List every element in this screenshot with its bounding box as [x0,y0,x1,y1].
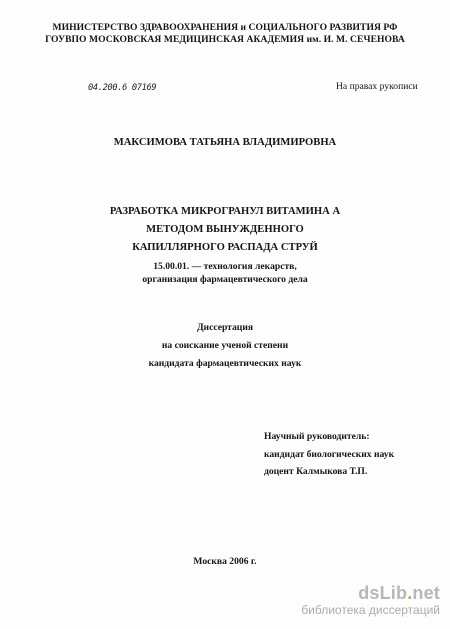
degree-line-2: кандидата фармацевтических наук [148,358,302,369]
supervisor-name: доцент Калмыкова Т.П. [264,466,368,477]
ministry-header: МИНИСТЕРСТВО ЗДРАВООХРАНЕНИЯ и СОЦИАЛЬНОГО РАЗВИТИЯ РФ [52,22,398,33]
degree-line-1: на соискание ученой степени [161,340,289,351]
registration-stamp: 04.200.6 07169 [88,83,157,93]
watermark-logo: dsLib.net [358,583,440,603]
title-line-3: КАПИЛЛЯРНОГО РАСПАДА СТРУЙ [132,242,318,253]
title-line-1: РАЗРАБОТКА МИКРОГРАНУЛ ВИТАМИНА А [109,206,341,217]
watermark [301,584,440,618]
academy-header: ГОУВПО МОСКОВСКАЯ МЕДИЦИНСКАЯ АКАДЕМИЯ им. И. М. СЕЧЕНОВА [45,34,405,45]
manuscript-rights-note: На правах рукописи [336,81,418,92]
city-year: Москва 2006 г. [193,556,257,567]
dissertation-label: Диссертация [196,322,254,333]
specialty-line-1: 15.00.01. — технология лекарств, [153,261,297,272]
specialty-line-2: организация фармацевтического дела [142,274,308,285]
title-line-2: МЕТОДОМ ВЫНУЖДЕННОГО [146,224,304,235]
supervisor-label: Научный руководитель: [264,431,370,442]
supervisor-degree: кандидат биологических наук [264,449,395,460]
watermark-subtitle: библиотека диссертаций [301,603,440,617]
author-name: МАКСИМОВА ТАТЬЯНА ВЛАДИМИРОВНА [113,137,337,148]
